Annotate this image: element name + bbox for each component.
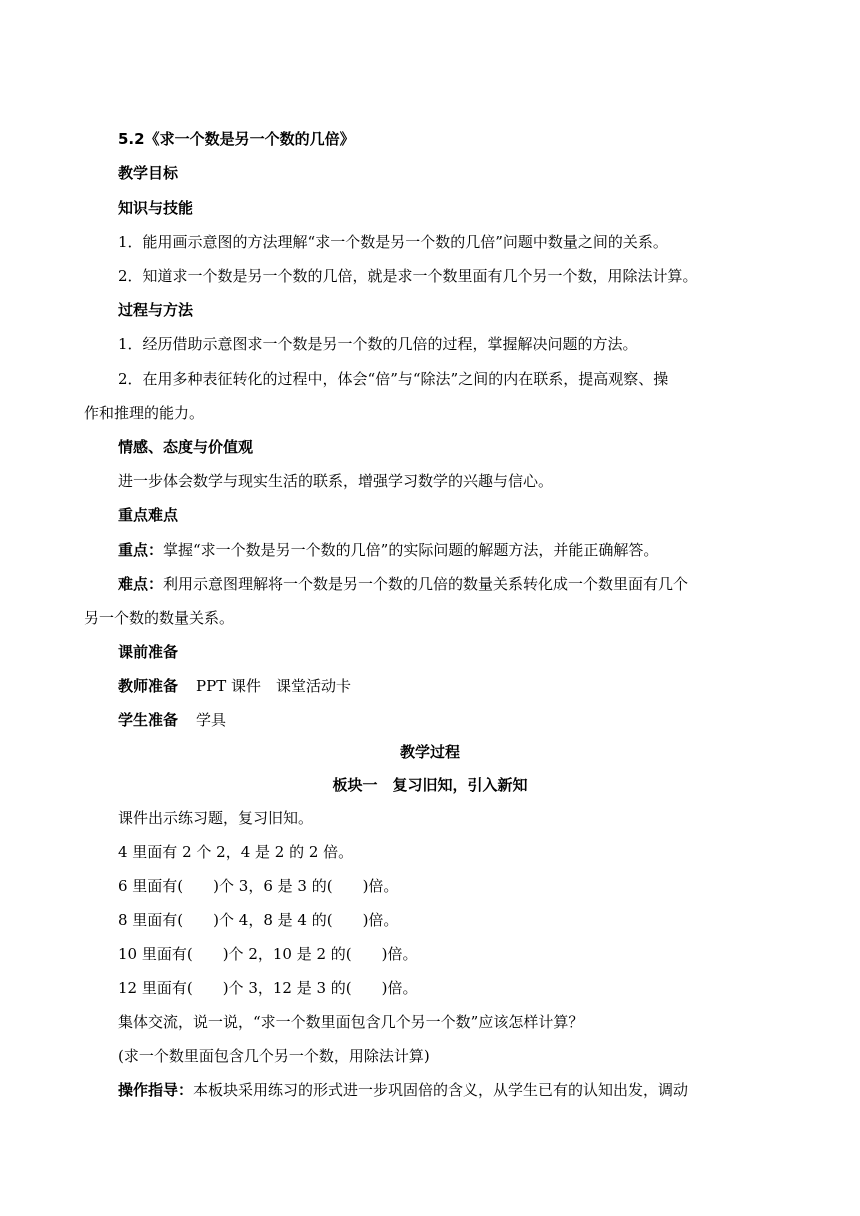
process-item-2-continued: 作和推理的能力。 [84,404,205,422]
key-point-text: 掌握“求一个数是另一个数的几倍”的实际问题的解题方法，并能正确解答。 [163,541,659,559]
key-difficulty-heading: 重点难点 [118,506,179,524]
teaching-process-title: 教学过程 [399,743,460,761]
operation-guide-text: 本板块采用练习的形式进一步巩固倍的含义，从学生已有的认知出发，调动 [193,1081,689,1099]
operation-guide-label: 操作指导： [118,1081,194,1099]
attitude-heading: 情感、态度与价值观 [118,438,254,456]
teacher-prep-text: PPT 课件 课堂活动卡 [196,677,351,695]
student-prep [118,709,226,731]
knowledge-item-1: 1．能用画示意图的方法理解“求一个数是另一个数的几倍”问题中数量之间的关系。 [118,233,668,251]
process-heading: 过程与方法 [118,301,194,319]
exercise-2: 6 里面有( )个 3，6 是 3 的( )倍。 [118,877,399,895]
exercise-3: 8 里面有( )个 4，8 是 4 的( )倍。 [118,911,399,929]
prep-heading: 课前准备 [118,643,179,661]
operation-guide [118,1079,688,1101]
key-point-label: 重点： [118,541,164,559]
process-item-2: 2．在用多种表征转化的过程中，体会“倍”与“除法”之间的内在联系，提高观察、操 [118,370,669,388]
discussion-answer: (求一个数里面包含几个另一个数，用除法计算) [118,1047,430,1065]
exercise-intro: 课件出示练习题，复习旧知。 [118,809,314,827]
process-item-1: 1．经历借助示意图求一个数是另一个数的几倍的过程，掌握解决问题的方法。 [118,335,638,353]
difficulty-point [118,573,688,595]
difficulty-text-continued: 另一个数的数量关系。 [84,609,235,627]
difficulty-text: 利用示意图理解将一个数是另一个数的几倍的数量关系转化成一个数里面有几个 [163,575,689,593]
block1-title: 板块一 复习旧知，引入新知 [332,776,528,794]
attitude-item-1: 进一步体会数学与现实生活的联系，增强学习数学的兴趣与信心。 [118,472,554,490]
knowledge-item-2: 2．知道求一个数是另一个数的几倍，就是求一个数里面有几个另一个数，用除法计算。 [118,267,698,285]
exercise-5: 12 里面有( )个 3，12 是 3 的( )倍。 [118,979,418,997]
student-prep-label: 学生准备 [118,711,179,729]
objectives-heading: 教学目标 [118,164,179,182]
key-point [118,539,658,561]
teacher-prep [118,675,351,697]
discussion-prompt: 集体交流，说一说，“求一个数里面包含几个另一个数”应该怎样计算？ [118,1013,584,1031]
exercise-1: 4 里面有 2 个 2，4 是 2 的 2 倍。 [118,843,354,861]
knowledge-heading: 知识与技能 [118,199,194,217]
exercise-4: 10 里面有( )个 2，10 是 2 的( )倍。 [118,945,418,963]
difficulty-label: 难点： [118,575,164,593]
document-title: 5.2《求一个数是另一个数的几倍》 [118,130,355,148]
teacher-prep-label: 教师准备 [118,677,179,695]
student-prep-text: 学具 [196,711,227,729]
